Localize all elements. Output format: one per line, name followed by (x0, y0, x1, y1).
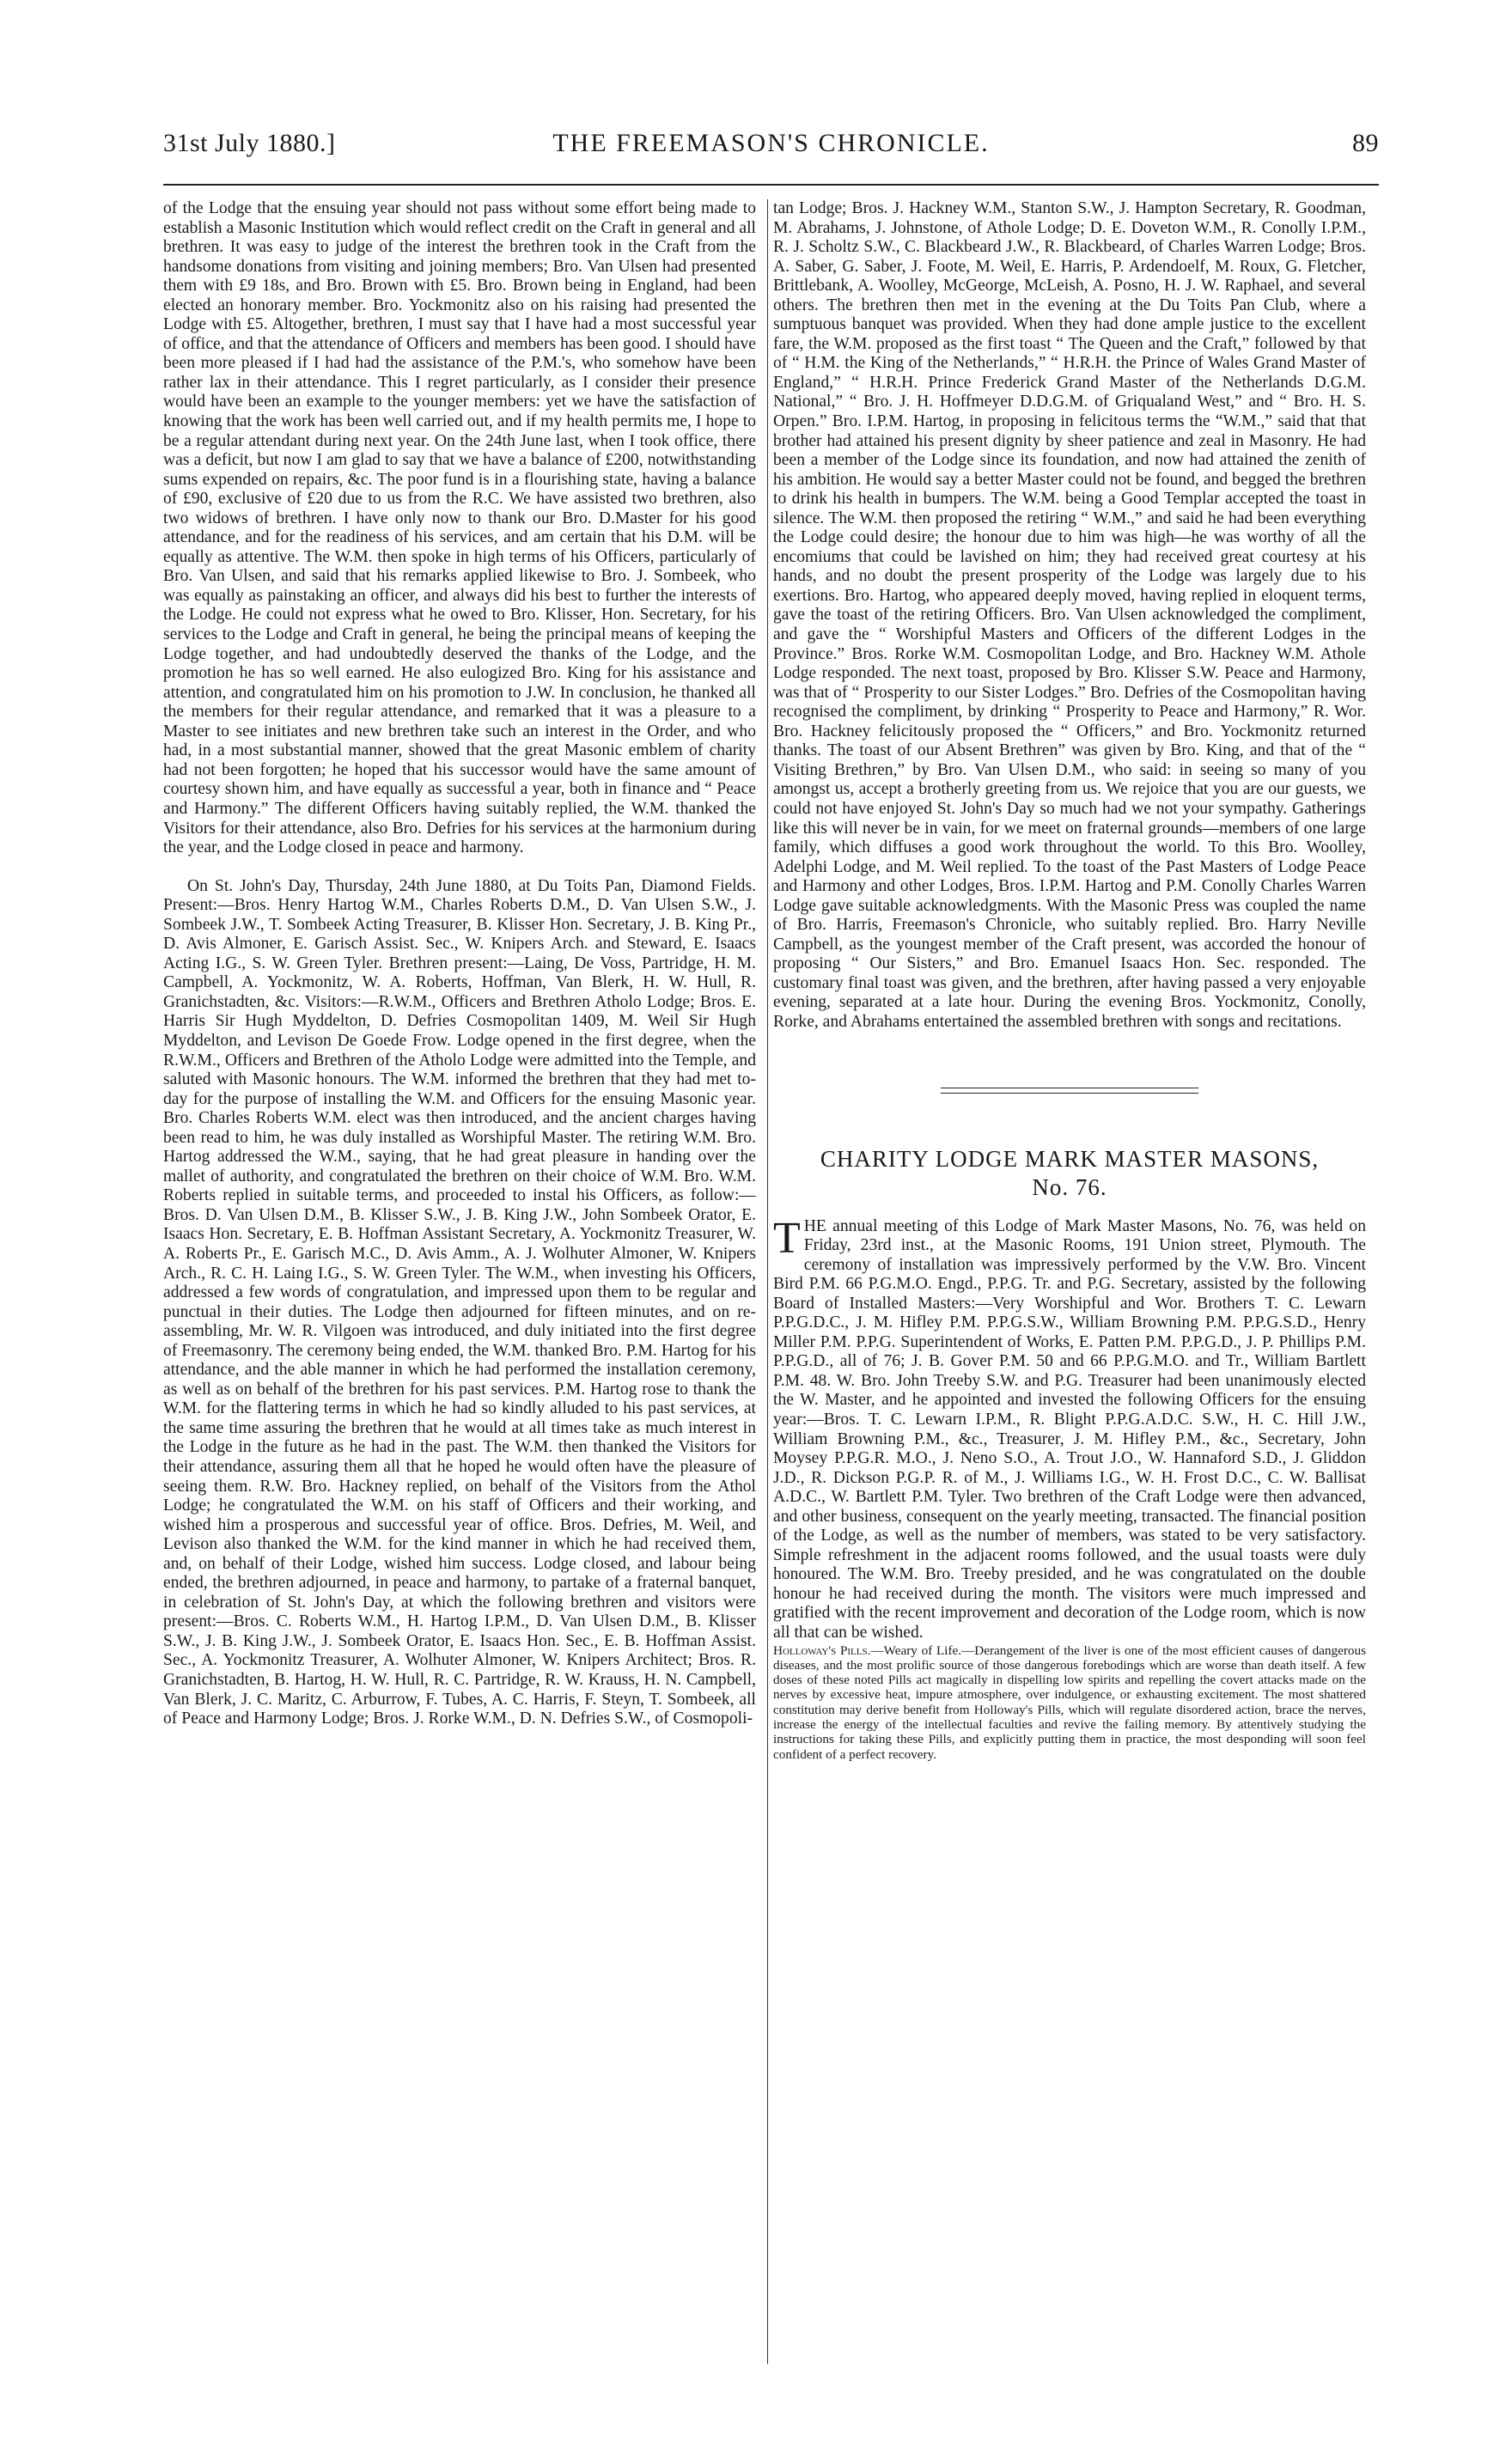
article-paragraph: of the Lodge that the ensuing year should not pass without some effort being made to establish a Masonic Institution which would reflect credit on the Craft in general and all brethren. It was easy to judge of the interest the brethren took in the Craft from the handsome donations from visiting and joining members; Bro. Van Ulsen had presented them with £9 18s, and Bro. Brown with £5. Bro. Brown being in England, had been elected an honorary member. Bro. Yockmonitz also on his raising had presented the Lodge with £5. Altogether, brethren, I must say that I have had a most successful year of office, and that the attendance of Officers and members has been good. I should have been more pleased if I had had the assistance of the P.M.'s, who somehow have been rather lax in their attendance. This I regret particularly, as I consider their presence would have been an example to the younger members: yet we have the satisfaction of knowing that the work has been well carried out, and if my health permits me, I hope to be a regular attendant during next year. On the 24th June last, when I took office, there was a deficit, but now I am glad to say that we have a balance of £200, notwithstanding sums expended on repairs, &c. The poor fund is in a flourishing state, having a balance of £90, exclusive of £20 due to us from the R.C. We have assisted two brethren, also two widows of brethren. I have only now to thank our Bro. D.Master for his good attendance, and for the readiness of his services, and am certain that his D.M. will be equally as attentive. The W.M. then spoke in high terms of his Officers, particularly of Bro. Van Ulsen, and said that his remarks applied likewise to Bro. J. Sombeek, who was equally as painstaking an officer, and always did his best to further the interests of the Lodge. He could not express what he owed to Bro. Klisser, Hon. Secretary, for his services to the Lodge and Craft in general, he being the principal means of keeping the Lodge together, and had undoubtedly deserved the thanks of the Lodge, and the promotion he has so well earned. He also eulogized Bro. King for his assistance and attention, and congratulated him on his promotion to J.W. In conclusion, he thanked all the members for their regular attendance, and remarked that it was a pleasure to a Master to see initiates and new brethren take such an interest in the Order, and who had, in a most substantial manner, showed that the great Masonic emblem of charity had not been forgotten; he hoped that his successor would have the same amount of courtesy shown him, and have equally as successful a year, both in finance and “ Peace and Harmony.” The different Officers having suitably replied, the W.M. thanked the Visitors for their attendance, also Bro. Defries for his services at the harmonium during the year, and the Lodge closed in peace and harmony. (163, 199, 756, 857)
page-number: 89 (1352, 129, 1379, 157)
section-separator (941, 1088, 1198, 1094)
drop-cap: T (773, 1213, 801, 1263)
section-heading (773, 1145, 1366, 1202)
issue-date: 31st July 1880.] (163, 129, 336, 157)
masthead-title: THE FREEMASON'S CHRONICLE. (552, 129, 990, 157)
notice-text: —Weary of Life.—Derangement of the liver is one of the most efficient causes of dangerous diseases, and the most prolific source of those dangerous forebodings which are worse than death itself. A few doses of these noted Pills act magically in dispelling low spirits and repelling the covert attacks made on the nerves by excessive heat, impure atmosphere, over indulgence, or exhausting excitement. The most shattered constitution may derive benefit from Holloway's Pills, which will regulate disordered action, brace the nerves, increase the energy of the intellectual faculties and revive the failing memory. By attentively studying the instructions for taking these Pills, and explicitly putting them in practice, the most desponding will soon feel confident of a perfect recovery. (773, 1642, 1366, 1762)
heading-line: No. 76. (1032, 1173, 1107, 1200)
advertisement-notice (773, 1643, 1366, 1762)
left-column (163, 199, 756, 1729)
article-paragraph: tan Lodge; Bros. J. Hackney W.M., Stanton S.W., J. Hampton Secretary, R. Goodman, M. Abrahams, J. Johnstone, of Athole Lodge; D. E. Doveton W.M., R. Conolly I.P.M., R. J. Scholtz S.W., C. Blackbeard J.W., R. Blackbeard, of Charles Warren Lodge; Bros. A. Saber, G. Saber, J. Foote, M. Weil, E. Harris, P. Ardendoelf, M. Roux, G. Fletcher, Brittlebank, A. Woolley, McGeorge, McLeish, A. Posno, H. J. W. Raphael, and several others. The brethren then met in the evening at the Du Toits Pan Club, where a sumptuous banquet was provided. When they had done ample justice to the excellent fare, the W.M. proposed as the first toast “ The Queen and the Craft,” followed by that of “ H.M. the King of the Netherlands,” “ H.R.H. the Prince of Wales Grand Master of England,” “ H.R.H. Prince Frederick Grand Master of the Netherlands D.G.M. National,” “ Bro. J. H. Hoffmeyer D.D.G.M. of Griqualand West,” and “ Bro. H. S. Orpen.” Bro. I.P.M. Hartog, in proposing in felicitous terms the “W.M.,” said that that brother had attained his present dignity by sheer patience and zeal in Masonry. He had been a member of the Lodge since its foundation, and now had attained the zenith of his ambition. He would say a better Master could not be found, and begged the brethren to drink his health in bumpers. The W.M. being a Good Templar accepted the toast in silence. The W.M. then proposed the retiring “ W.M.,” and said he had been everything the Lodge could desire; the honour due to him was high—he was worthy of all the encomiums that could be lavished on him; they had received great courtesy at his hands, and no doubt the present prosperity of the Lodge was largely due to his exertions. Bro. Hartog, who appeared deeply moved, having replied in eloquent terms, gave the toast of the retiring Officers. Bro. Van Ulsen acknowledged the compliment, and gave the “ Worshipful Masters and Officers of the different Lodges in the Province.” Bros. Rorke W.M. Cosmopolitan Lodge, and Bro. Hackney W.M. Athole Lodge responded. The next toast, proposed by Bro. Klisser S.W. Peace and Harmony, was that of “ Prosperity to our Sister Lodges.” Bro. Defries of the Cosmopolitan having recognised the compliment, by drinking “ Prosperity to Peace and Harmony,” R. Wor. Bro. Hackney felicitously proposed the “ Officers,” and Bro. Yockmonitz returned thanks. The toast of our Absent Brethren” was given by Bro. King, and that of the “ Visiting Brethren,” by Bro. Van Ulsen D.M., who said: in seeing so many of you amongst us, accept a brotherly greeting from us. We rejoice that you are our guests, we could not have enjoyed St. John's Day so much had we not your sympathy. Gatherings like this will never be in vain, for we meet on fraternal grounds—members of one large family, which diffuses a good work throughout the world. To this Bro. Woolley, Adelphi Lodge, and M. Weil replied. To the toast of the Past Masters of Lodge Peace and Harmony and other Lodges, Bros. I.P.M. Hartog and P.M. Conolly Charles Warren Lodge gave suitable acknowledgments. With the Masonic Press was coupled the name of Bro. Harris, Freemason's Chronicle, who suitably replied. Bro. Harry Neville Campbell, as the youngest member of the Craft present, was accorded the honour of proposing “ Our Sisters,” and Bro. Emanuel Isaacs Hon. Sec. responded. The customary final toast was given, and the brethren, after having passed a very enjoyable evening, separated at a late hour. During the evening Bros. Yockmonitz, Conolly, Rorke, and Abrahams entertained the assembled brethren with songs and recitations. (773, 199, 1366, 1031)
column-divider (767, 199, 768, 2364)
article-paragraph: On St. John's Day, Thursday, 24th June 1880, at Du Toits Pan, Diamond Fields. Present:—Bros. Henry Hartog W.M., Charles Roberts D.M., D. Van Ulsen S.W., J. Sombeek J.W., T. Sombeek Acting Treasurer, B. Klisser Hon. Secretary, J. B. King Pr., D. Avis Almoner, E. Garisch Assist. Sec., W. Knipers Arch. and Steward, E. Isaacs Acting I.G., S. W. Green Tyler. Brethren present:—Laing, De Voss, Partridge, H. M. Campbell, A. Yockmonitz, W. A. Roberts, Hoffman, Van Blerk, H. W. Hull, R. Granichstadten, &c. Visitors:—R.W.M., Officers and Brethren Atholo Lodge; Bros. E. Harris Sir Hugh Myddelton, D. Defries Cosmopolitan 1409, M. Weil Sir Hugh Myddelton, and Levison De Goede Frow. Lodge opened in the first degree, when the R.W.M., Officers and Brethren of the Atholo Lodge were admitted into the Temple, and saluted with Masonic honours. The W.M. informed the brethren that they had met to-day for the purpose of installing the W.M. and Officers for the ensuing Masonic year. Bro. Charles Roberts W.M. elect was then introduced, and the ancient charges having been read to him, he was duly installed as Worshipful Master. The retiring W.M. Bro. Hartog addressed the W.M., saying, that he had great pleasure in handing over the mallet of authority, and congratulated the brethren on their choice of W.M. Bro. W.M. Roberts replied in suitable terms, and proceeded to instal his Officers, as follow:—Bros. D. Van Ulsen D.M., B. Klisser S.W., J. B. King J.W., John Sombeek Orator, E. Isaacs Hon. Secretary, E. B. Hoffman Assistant Secretary, A. Yockmonitz Treasurer, W. A. Roberts Pr., E. Garisch M.C., D. Avis Amm., A. J. Wolhuter Almoner, W. Knipers Arch., R. C. H. Laing I.G., S. W. Green Tyler. The W.M., when investing his Officers, addressed a few words of congratulation, and impressed upon them to be regular and punctual in their duties. The Lodge then adjourned for fifteen minutes, and on re-assembling, Mr. W. R. Vilgoen was introduced, and duly initiated into the first degree of Freemasonry. The ceremony being ended, the W.M. thanked Bro. P.M. Hartog for his attendance, and the able manner in which he had performed the installation ceremony, as well as on behalf of the brethren for his past services. P.M. Hartog rose to thank the W.M. for the flattering terms in which he had so kindly alluded to his past services, at the same time assuring the brethren that he would at all times take as much interest in the Lodge in the future as he had in the past. The W.M. then thanked the Visitors for their attendance, assuring them all that he hoped he would often have the pleasure of seeing them. R.W. Bro. Hackney replied, on behalf of the Visitors from the Athol Lodge; he congratulated the W.M. on his staff of Officers and their working, and wished him a prosperous and successful year of office. Bros. Defries, M. Weil, and Levison also thanked the W.M. for the kind manner in which he had received them, and, on behalf of their Lodge, wished him success. Lodge closed, and labour being ended, the brethren adjourned, in peace and harmony, to partake of a fraternal banquet, in celebration of St. John's Day, at which the following brethren and visitors were present:—Bros. C. Roberts W.M., H. Hartog I.P.M., D. Van Ulsen D.M., B. Klisser S.W., J. B. King J.W., J. Sombeek Orator, E. Isaacs Hon. Sec., E. B. Hoffman Assist. Sec., A. Yockmonitz Treasurer, A. Wolhuter Almoner, W. Knipers Architect; Bros. R. Granichstadten, B. Hartog, H. W. Hull, R. C. Partridge, R. W. Krauss, H. N. Campbell, Van Blerk, J. C. Maritz, C. Arburrow, F. Tubes, A. C. Harris, F. Steyn, T. Sombeek, all of Peace and Harmony Lodge; Bros. J. Rorke W.M., D. N. Defries S.W., of Cosmopoli- (163, 876, 756, 1728)
page-header (163, 129, 1379, 167)
right-column (773, 199, 1366, 1762)
heading-line: CHARITY LODGE MARK MASTER MASONS, (820, 1145, 1320, 1172)
header-rule (163, 184, 1379, 186)
article-paragraph (773, 1213, 1366, 1643)
notice-lead: Holloway's Pills. (773, 1642, 871, 1658)
paragraph-text: HE annual meeting of this Lodge of Mark Master Masons, No. 76, was held on Friday, 23rd inst., at the Masonic Rooms, 191 Union street, Plymouth. The ceremony of installation was impressively performed by the V.W. Bro. Vincent Bird P.M. 66 P.G.M.O. Engd., P.P.G. Tr. and P.G. Secretary, assisted by the following Board of Installed Masters:—Very Worshipful and Wor. Brothers T. C. Lewarn P.P.G.D.C., J. M. Hifley P.M. P.P.G.S.W., William Browning P.M. P.P.G.S.D., Henry Miller P.M. P.P.G. Superintendent of Works, E. Patten P.M. P.P.G.D., J. P. Phillips P.M. P.P.G.D., all of 76; J. B. Gover P.M. 50 and 66 P.P.G.M.O. and Tr., William Bartlett P.M. 48. W. Bro. John Treeby S.W. and P.G. Treasurer had been unanimously elected the W. Master, and he appointed and invested the following Officers for the ensuing year:—Bros. T. C. Lewarn I.P.M., R. Blight P.P.G.A.D.C. S.W., H. C. Hill J.W., William Browning P.M., &c., Treasurer, J. M. Hifley P.M., &c., Secretary, John Moysey P.P.G.R. M.O., J. Neno S.O., A. Trout J.O., W. Hannaford S.D., J. Gliddon J.D., R. Dickson P.G.P. R. of M., J. Williams I.G., W. H. Frost D.C., C. W. Ballisat A.D.C., W. Bartlett P.M. Tyler. Two brethren of the Craft Lodge were then advanced, and other business, consequent on the yearly meeting, transacted. The financial position of the Lodge, as well as the number of members, was stated to be very satisfactory. Simple refreshment in the adjacent rooms followed, and the usual toasts were duly honoured. The W.M. Bro. Treeby presided, and he was congratulated on the double honour he had received during the month. The visitors were much impressed and gratified with the recent improvement and decoration of the Lodge room, which is now all that can be wished. (773, 1216, 1366, 1642)
